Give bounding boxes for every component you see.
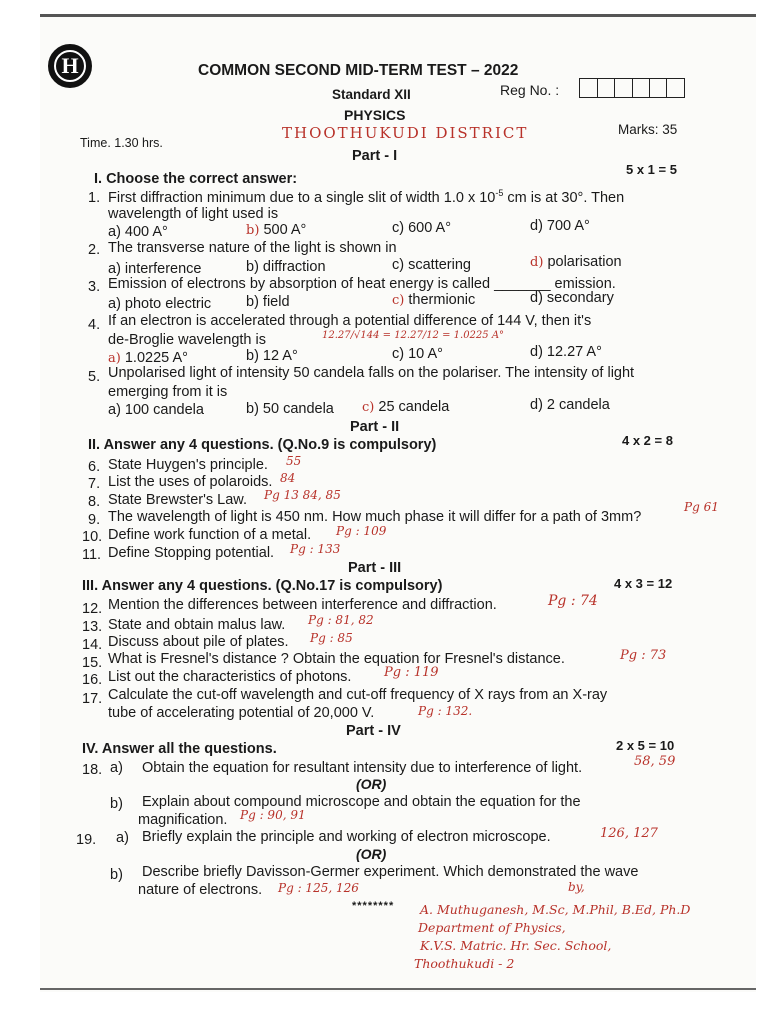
q7-number: 7. bbox=[88, 476, 101, 492]
signature-line1: A. Muthuganesh, M.Sc, M.Phil, B.Ed, Ph.D bbox=[420, 902, 691, 917]
q18a-letter: a) bbox=[110, 760, 123, 776]
signature-line4: Thoothukudi - 2 bbox=[414, 956, 515, 971]
q14-number: 14. bbox=[82, 637, 103, 653]
q1-text: First diffraction minimum due to a single slit of width 1.0 x $10^{-5}$ cm is at 30°. Then bbox=[108, 188, 625, 206]
part2-instruction: II. Answer any 4 questions. (Q.No.9 is compulsory) bbox=[88, 437, 437, 453]
q5-option-c: c) 25 candela bbox=[362, 399, 450, 415]
q4-number: 4. bbox=[88, 317, 101, 333]
q4-handwritten-note: 12.27/√144 = 12.27/12 = 1.0225 A° bbox=[322, 330, 505, 341]
q12-number: 12. bbox=[82, 601, 103, 617]
q1-option-a: a) 400 A° bbox=[108, 224, 168, 240]
q18b-page-note: Pg : 90, 91 bbox=[240, 808, 306, 822]
q18-or-label: (OR) bbox=[356, 776, 387, 792]
q3-option-d: d) secondary bbox=[530, 290, 614, 306]
district-handwritten: THOOTHUKUDI DISTRICT bbox=[282, 124, 529, 142]
q7-page-note: 84 bbox=[280, 471, 296, 485]
q5-option-a: a) 100 candela bbox=[108, 402, 204, 418]
q14-page-note: Pg : 85 bbox=[310, 631, 353, 645]
subject-label: PHYSICS bbox=[344, 107, 406, 123]
reg-no-boxes[interactable] bbox=[579, 78, 685, 98]
part4-marks: 2 x 5 = 10 bbox=[616, 738, 675, 753]
reg-no-label: Reg No. : bbox=[500, 82, 560, 98]
q18b-line2: magnification. bbox=[138, 812, 228, 828]
q8-text: State Brewster's Law. bbox=[108, 492, 247, 508]
part4-instruction: IV. Answer all the questions. bbox=[82, 741, 277, 757]
q18b-text: Explain about compound microscope and obtain the equation for the bbox=[142, 794, 581, 810]
part1-instruction: I. Choose the correct answer: bbox=[94, 171, 298, 187]
part4-heading: Part - IV bbox=[346, 723, 401, 739]
exam-title: COMMON SECOND MID-TERM TEST – 2022 bbox=[198, 62, 519, 79]
q1-option-d: d) 700 A° bbox=[530, 218, 590, 234]
q13-page-note: Pg : 81, 82 bbox=[308, 613, 374, 627]
q4-option-c: c) 10 A° bbox=[392, 346, 443, 362]
signature-line3: K.V.S. Matric. Hr. Sec. School, bbox=[420, 938, 612, 953]
q17-page-note: Pg : 132. bbox=[418, 704, 473, 718]
q4-option-d: d) 12.27 A° bbox=[530, 344, 602, 360]
q2-option-d: d) polarisation bbox=[530, 254, 622, 270]
q19b-page-note: Pg : 125, 126 bbox=[278, 881, 359, 895]
q5-option-b: b) 50 candela bbox=[246, 401, 334, 417]
q12-page-note: Pg : 74 bbox=[548, 593, 598, 609]
q8-page-note: Pg 13 84, 85 bbox=[264, 488, 341, 502]
q19a-page-note: 126, 127 bbox=[600, 826, 658, 841]
q5-number: 5. bbox=[88, 369, 101, 385]
page-bottom-border bbox=[40, 988, 756, 990]
q2-option-c: c) scattering bbox=[392, 257, 471, 273]
q5-text: Unpolarised light of intensity 50 candela falls on the polariser. The intensity of light bbox=[108, 365, 635, 381]
q12-text: Mention the differences between interference and diffraction. bbox=[108, 597, 497, 613]
q6-number: 6. bbox=[88, 459, 101, 475]
q16-page-note: Pg : 119 bbox=[384, 665, 439, 680]
q4-option-a: a) 1.0225 A° bbox=[108, 350, 188, 366]
signature-by: by, bbox=[568, 880, 585, 894]
q3-text: Emission of electrons by absorption of heat energy is called _______ emission. bbox=[108, 276, 616, 292]
q17-number: 17. bbox=[82, 691, 103, 707]
q11-page-note: Pg : 133 bbox=[290, 542, 341, 556]
q4-line2: de-Broglie wavelength is bbox=[108, 332, 266, 348]
part2-marks: 4 x 2 = 8 bbox=[622, 433, 673, 448]
q17-text: Calculate the cut-off wavelength and cut-off frequency of X rays from an X-ray bbox=[108, 687, 608, 703]
standard-label: Standard XII bbox=[332, 87, 411, 102]
q1-line2: wavelength of light used is bbox=[108, 206, 279, 222]
part3-marks: 4 x 3 = 12 bbox=[614, 576, 673, 591]
q3-option-c: c) thermionic bbox=[392, 292, 476, 308]
part3-heading: Part - III bbox=[348, 560, 402, 576]
q9-page-note: Pg 61 bbox=[684, 500, 719, 514]
q1-option-b: b) 500 A° bbox=[246, 222, 307, 238]
q9-text: The wavelength of light is 450 nm. How much phase it will differ for a path of 3mm? bbox=[108, 509, 642, 525]
q15-page-note: Pg : 73 bbox=[620, 648, 667, 663]
q5-option-d: d) 2 candela bbox=[530, 397, 610, 413]
q16-number: 16. bbox=[82, 672, 103, 688]
q14-text: Discuss about pile of plates. bbox=[108, 634, 289, 650]
logo-letter: H bbox=[54, 50, 86, 82]
q19-number: 19. bbox=[76, 832, 97, 848]
signature-line2: Department of Physics, bbox=[418, 920, 566, 935]
q5-line2: emerging from it is bbox=[108, 384, 228, 400]
q11-number: 11. bbox=[82, 547, 102, 563]
q13-text: State and obtain malus law. bbox=[108, 617, 286, 633]
end-mark: ******** bbox=[352, 900, 395, 912]
q15-text: What is Fresnel's distance ? Obtain the equation for Fresnel's distance. bbox=[108, 651, 565, 667]
q18-number: 18. bbox=[82, 762, 103, 778]
q8-number: 8. bbox=[88, 494, 101, 510]
q4-text: If an electron is accelerated through a potential difference of 144 V, then it's bbox=[108, 313, 592, 329]
q13-number: 13. bbox=[82, 619, 103, 635]
school-logo bbox=[48, 44, 92, 88]
q7-text: List the uses of polaroids. bbox=[108, 474, 273, 490]
q10-text: Define work function of a metal. bbox=[108, 527, 312, 543]
q19a-letter: a) bbox=[116, 830, 129, 846]
q19b-text: Describe briefly Davisson-Germer experiment. Which demonstrated the wave bbox=[142, 864, 639, 880]
time-label: Time. 1.30 hrs. bbox=[80, 136, 163, 150]
part1-marks: 5 x 1 = 5 bbox=[626, 162, 677, 177]
q19-or-label: (OR) bbox=[356, 846, 387, 862]
q15-number: 15. bbox=[82, 655, 103, 671]
part3-instruction: III. Answer any 4 questions. (Q.No.17 is compulsory) bbox=[82, 578, 443, 594]
part1-heading: Part - I bbox=[352, 148, 398, 164]
q3-option-b: b) field bbox=[246, 294, 290, 310]
q17-line2: tube of accelerating potential of 20,000 V. bbox=[108, 705, 375, 721]
q3-number: 3. bbox=[88, 279, 101, 295]
q6-text: State Huygen's principle. bbox=[108, 457, 268, 473]
q19a-text: Briefly explain the principle and working of electron microscope. bbox=[142, 829, 551, 845]
part2-heading: Part - II bbox=[350, 419, 400, 435]
q2-number: 2. bbox=[88, 242, 101, 258]
q2-option-a: a) interference bbox=[108, 261, 202, 277]
q10-number: 10. bbox=[82, 529, 103, 545]
q11-text: Define Stopping potential. bbox=[108, 545, 275, 561]
q3-option-a: a) photo electric bbox=[108, 296, 212, 312]
q4-option-b: b) 12 A° bbox=[246, 348, 298, 364]
q18a-text: Obtain the equation for resultant intensity due to interference of light. bbox=[142, 760, 583, 776]
q2-option-b: b) diffraction bbox=[246, 259, 326, 275]
q1-number: 1. bbox=[88, 190, 101, 206]
q6-page-note: 55 bbox=[286, 454, 302, 468]
q18b-letter: b) bbox=[110, 796, 123, 812]
q9-number: 9. bbox=[88, 512, 101, 528]
q19b-line2: nature of electrons. bbox=[138, 882, 263, 898]
q19b-letter: b) bbox=[110, 867, 123, 883]
q18a-page-note: 58, 59 bbox=[634, 754, 676, 769]
q2-text: The transverse nature of the light is shown in bbox=[108, 240, 397, 256]
q16-text: List out the characteristics of photons. bbox=[108, 669, 352, 685]
marks-label: Marks: 35 bbox=[618, 122, 678, 137]
q1-option-c: c) 600 A° bbox=[392, 220, 451, 236]
q10-page-note: Pg : 109 bbox=[336, 524, 387, 538]
